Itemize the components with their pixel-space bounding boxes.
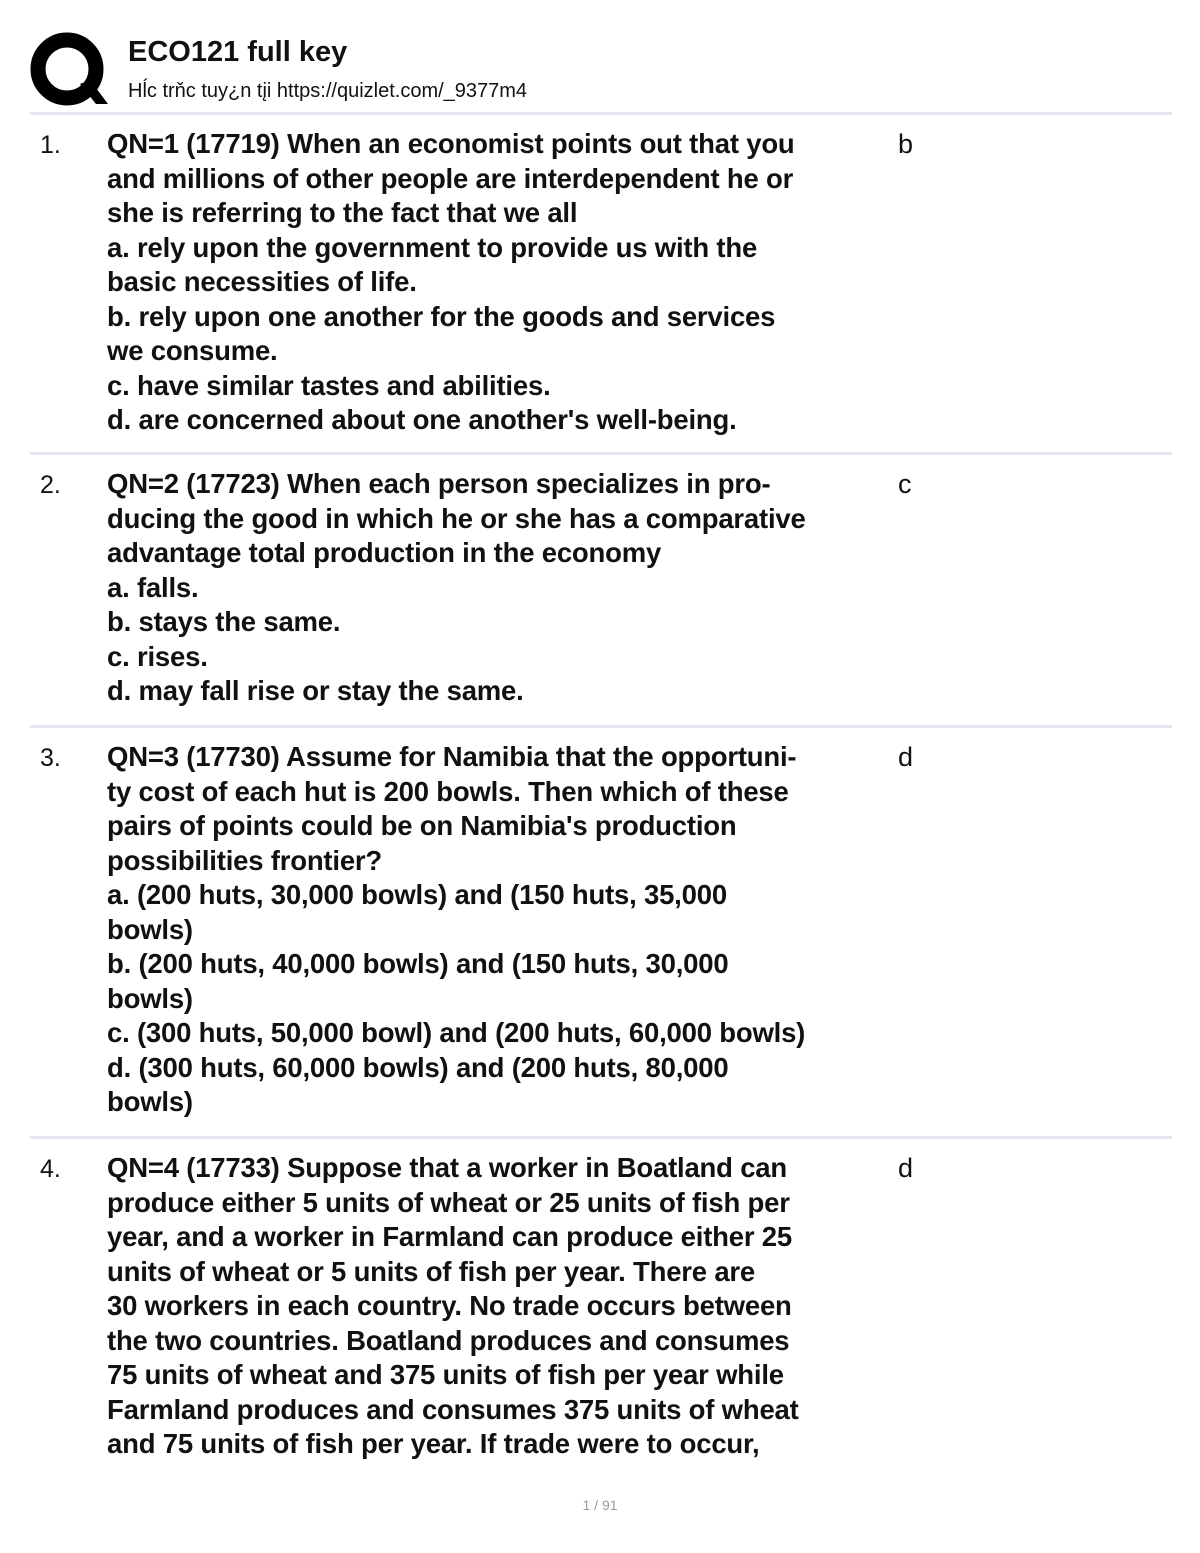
question-line: Farmland produces and consumes 375 units of wheat (107, 1393, 799, 1425)
quizlet-logo-icon (30, 32, 108, 108)
option-b: b. (200 huts, 40,000 bowls) and (150 huts, 30,000 (107, 948, 729, 979)
option-d: d. (300 huts, 60,000 bowls) and (200 huts, 80,000 (107, 1051, 729, 1083)
question-line: pairs of points could be on Namibia's production (107, 810, 737, 841)
question-line: QN=3 (17730) Assume for Namibia that the opportuni- (107, 741, 797, 772)
question-line: and millions of other people are interdependent he or (107, 162, 794, 194)
question-text (107, 740, 897, 1120)
answer-key: d (898, 1153, 914, 1183)
answer-key: c (898, 469, 912, 499)
question-number: 2. (40, 471, 61, 499)
answer-key: b (898, 129, 914, 159)
option-b-cont: bowls) (107, 982, 193, 1014)
option-a: a. (200 huts, 30,000 bowls) and (150 huts, 35,000 (107, 879, 727, 910)
question-line: 30 workers in each country. No trade occurs between (107, 1290, 792, 1321)
document-header (30, 30, 1172, 110)
option-b: b. rely upon one another for the goods and services (107, 300, 776, 332)
option-c: c. have similar tastes and abilities. (107, 369, 551, 401)
question-number: 3. (40, 744, 61, 772)
question-line: she is referring to the fact that we all (107, 197, 578, 228)
option-d: d. may fall rise or stay the same. (107, 675, 524, 706)
question-line: the two countries. Boatland produces and consumes (107, 1324, 790, 1356)
answer-key: d (898, 742, 914, 772)
question-number: 1. (40, 131, 61, 159)
question-line: 75 units of wheat and 375 units of fish per year while (107, 1359, 784, 1390)
question-line: advantage total production in the economy (107, 537, 662, 568)
page-number: 1 / 91 (582, 1497, 618, 1513)
divider (30, 112, 1172, 115)
question-text (107, 127, 897, 438)
question-line: produce either 5 units of wheat or 25 units of fish per (107, 1186, 790, 1218)
divider (30, 725, 1172, 728)
option-d: d. are concerned about one another's well-being. (107, 404, 737, 435)
option-d-cont: bowls) (107, 1086, 193, 1117)
question-line: year, and a worker in Farmland can produce either 25 (107, 1221, 792, 1252)
question-text (107, 1151, 897, 1462)
question-number: 4. (40, 1155, 61, 1183)
document-source-link[interactable]: Hĺc trňc tuy¿n tįi https://quizlet.com/_9377m4 (128, 80, 528, 102)
question-line: QN=1 (17719) When an economist points out that you (107, 128, 795, 159)
question-text (107, 467, 897, 709)
question-line: and 75 units of fish per year. If trade were to occur, (107, 1428, 760, 1459)
question-line: ducing the good in which he or she has a comparative (107, 502, 806, 534)
option-c: c. rises. (107, 640, 208, 672)
option-c: c. (300 huts, 50,000 bowl) and (200 huts, 60,000 bowls) (107, 1017, 806, 1048)
option-a: a. falls. (107, 571, 199, 603)
divider (30, 1136, 1172, 1139)
option-b: b. stays the same. (107, 606, 341, 637)
question-line: ty cost of each hut is 200 bowls. Then which of these (107, 775, 789, 807)
question-line: units of wheat or 5 units of fish per year. There are (107, 1255, 756, 1287)
option-b-cont: we consume. (107, 335, 278, 366)
option-a: a. rely upon the government to provide us with the (107, 231, 758, 263)
option-a-cont: basic necessities of life. (107, 266, 417, 297)
divider (30, 452, 1172, 455)
option-a-cont: bowls) (107, 913, 193, 945)
question-line: QN=4 (17733) Suppose that a worker in Boatland can (107, 1152, 787, 1183)
question-line: QN=2 (17723) When each person specializes in pro- (107, 468, 771, 499)
question-line: possibilities frontier? (107, 844, 383, 876)
document-title: ECO121 full key (128, 36, 348, 68)
